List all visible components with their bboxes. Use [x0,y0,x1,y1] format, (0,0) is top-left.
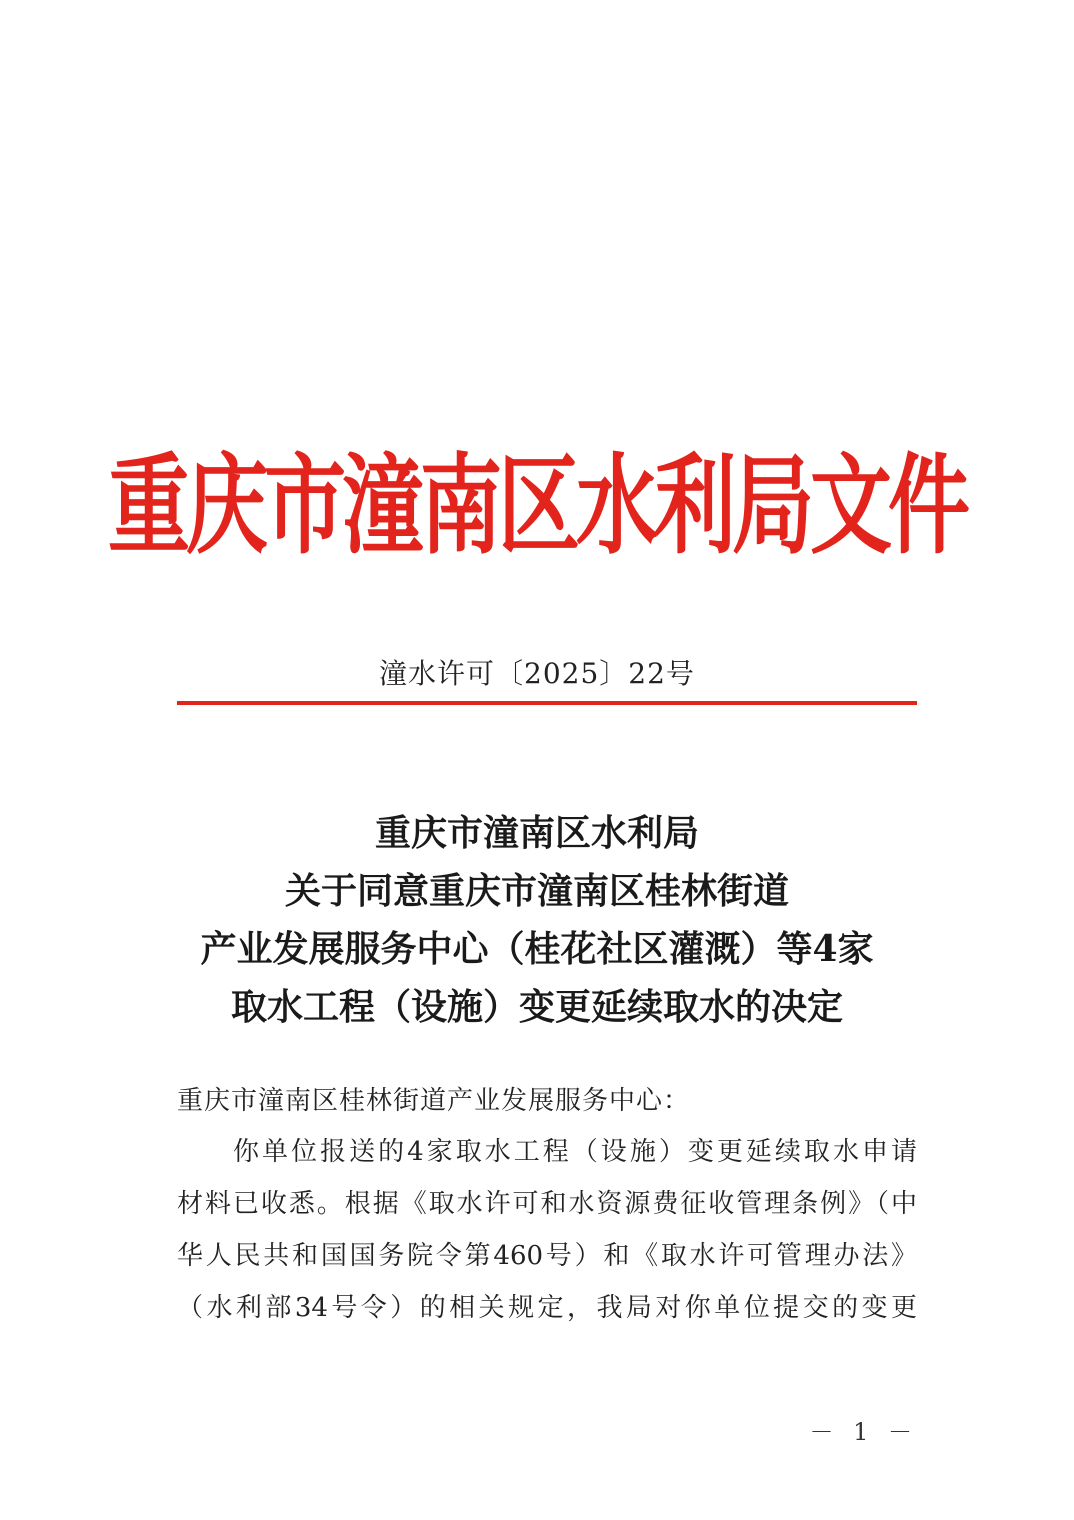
salutation: 重庆市潼南区桂林街道产业发展服务中心： [177,1086,691,1116]
paragraph-line: （水利部34号令）的相关规定，我局对你单位提交的变更 [177,1293,917,1323]
document-header-title: 重庆市潼南区水利局文件 [107,442,966,570]
page-number: － 1 － [809,1418,918,1446]
subject-line: 产业发展服务中心（桂花社区灌溉）等4家 [200,928,874,970]
paragraph-line: 你单位报送的4家取水工程（设施）变更延续取水申请 [233,1137,917,1167]
paragraph-line: 材料已收悉。根据《取水许可和水资源费征收管理条例》（中 [177,1189,917,1219]
paragraph-line: 华人民共和国国务院令第460号）和《取水许可管理办法》 [177,1241,917,1271]
document-subject [0,804,1074,1036]
subject-line: 重庆市潼南区水利局 [374,812,699,854]
subject-line: 关于同意重庆市潼南区桂林街道 [284,870,789,912]
document-number: 潼水许可〔2025〕22号 [379,657,695,690]
document-body [177,1076,917,1334]
header-divider [177,701,917,705]
subject-line: 取水工程（设施）变更延续取水的决定 [230,986,843,1028]
